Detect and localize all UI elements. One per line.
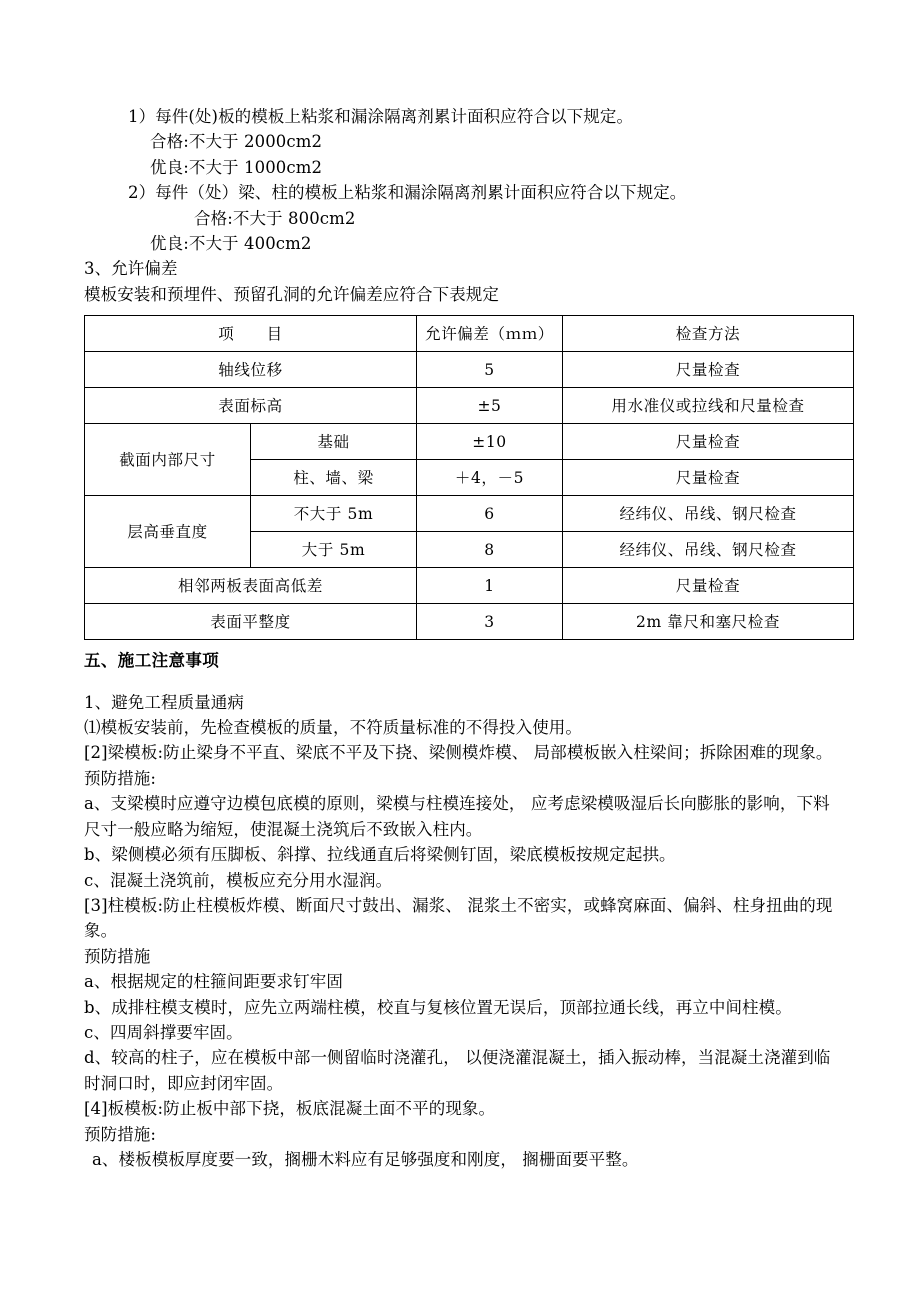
row-item: 轴线位移 (85, 352, 417, 388)
paragraph-5: a、支梁模时应遵守边模包底模的原则，梁模与柱模连接处， 应考虑梁模吸湿后长向膨胀的影响，下料尺寸一般应略为缩短，使混凝土浇筑后不致嵌入柱内。 (84, 794, 830, 839)
row-item-merged: 层高垂直度 (85, 496, 251, 568)
row-method: 用水准仪或拉线和尺量检查 (563, 388, 854, 424)
row-item: 表面平整度 (85, 604, 417, 640)
row-tolerance: 5 (417, 352, 563, 388)
row-subitem: 基础 (251, 424, 417, 460)
row-method: 尺量检查 (563, 424, 854, 460)
paragraph-12: c、四周斜撑要牢固。 (84, 1022, 243, 1042)
row-tolerance: 3 (417, 604, 563, 640)
row-item-merged: 截面内部尺寸 (85, 424, 251, 496)
paragraph-10: a、根据规定的柱箍间距要求钉牢固 (84, 972, 343, 992)
paragraph-9: 预防措施 (84, 946, 151, 966)
paragraph-7: c、混凝土浇筑前，模板应充分用水湿润。 (84, 870, 393, 890)
paragraph-14: [4]板模板:防止板中部下挠，板底混凝土面不平的现象。 (84, 1099, 496, 1119)
row-method: 经纬仪、吊线、钢尺检查 (563, 496, 854, 532)
table-row (85, 496, 854, 532)
row-item: 表面标高 (85, 388, 417, 424)
table-row (85, 604, 854, 640)
paragraph-2: ⑴模板安装前，先检查模板的质量，不符质量标准的不得投入使用。 (84, 718, 582, 738)
table-header-row (85, 316, 854, 352)
item-1-good-value: 优良:不大于 1000cm2 (150, 157, 323, 177)
paragraph-15: 预防措施: (84, 1124, 157, 1144)
paragraph-1: 1、避免工程质量通病 (84, 692, 244, 712)
row-tolerance: 1 (417, 568, 563, 604)
item-2-good-value: 优良:不大于 400cm2 (150, 234, 312, 254)
table-row (85, 388, 854, 424)
table-row (85, 568, 854, 604)
row-method: 2m 靠尺和塞尺检查 (563, 604, 854, 640)
section-5-heading: 五、施工注意事项 (84, 651, 220, 671)
table-caption: 模板安装和预埋件、预留孔洞的允许偏差应符合下表规定 (84, 284, 499, 304)
item-2-pass-value: 合格:不大于 800cm2 (194, 208, 356, 228)
item-1-title: 1）每件(处)板的模板上粘浆和漏涂隔离剂累计面积应符合以下规定。 (128, 107, 634, 126)
paragraph-6: b、梁侧模必须有压脚板、斜撑、拉线通直后将梁侧钉固，梁底模板按规定起拱。 (84, 845, 676, 865)
row-tolerance: ＋4，－5 (417, 460, 563, 496)
document-content (84, 104, 840, 1172)
paragraph-16: a、楼板模板厚度要一致，搁栅木料应有足够强度和刚度， 搁栅面要平整。 (92, 1149, 639, 1169)
row-tolerance: ±5 (417, 388, 563, 424)
row-method: 尺量检查 (563, 460, 854, 496)
paragraph-4: 预防措施: (84, 768, 157, 788)
table-row (85, 352, 854, 388)
row-method: 尺量检查 (563, 568, 854, 604)
header-method: 检查方法 (563, 316, 854, 352)
row-subitem: 大于 5m (251, 532, 417, 568)
tolerance-table (84, 315, 854, 640)
paragraph-11: b、成排柱模支模时，应先立两端柱模，校直与复核位置无误后，顶部拉通长线，再立中间柱模。 (84, 997, 792, 1017)
section-3-heading: 3、允许偏差 (84, 259, 178, 279)
row-tolerance: 8 (417, 532, 563, 568)
item-1-pass-value: 合格:不大于 2000cm2 (150, 132, 323, 152)
table-row (85, 424, 854, 460)
row-method: 经纬仪、吊线、钢尺检查 (563, 532, 854, 568)
paragraph-8: [3]柱模板:防止柱模板炸模、断面尺寸鼓出、漏浆、 混浆土不密实，或蜂窝麻面、偏斜、柱身扭曲的现象。 (84, 895, 833, 941)
paragraph-3: [2]梁模板:防止梁身不平直、梁底不平及下挠、梁侧模炸模、 局部模板嵌入柱梁间；拆除困难的现象。 (84, 743, 833, 763)
row-method: 尺量检查 (563, 352, 854, 388)
header-item: 项 目 (85, 316, 417, 352)
row-tolerance: 6 (417, 496, 563, 532)
item-2-title: 2）每件（处）梁、柱的模板上粘浆和漏涂隔离剂累计面积应符合以下规定。 (128, 183, 687, 203)
row-subitem: 柱、墙、梁 (251, 460, 417, 496)
row-item: 相邻两板表面高低差 (85, 568, 417, 604)
header-tolerance: 允许偏差（ｍｍ） (417, 316, 563, 352)
paragraph-13: d、较高的柱子，应在模板中部一侧留临时浇灌孔， 以便浇灌混凝土，插入振动棒，当混凝土浇灌到临时洞口时，即应封闭牢固。 (84, 1048, 831, 1093)
row-subitem: 不大于 5m (251, 496, 417, 532)
row-tolerance: ±10 (417, 424, 563, 460)
